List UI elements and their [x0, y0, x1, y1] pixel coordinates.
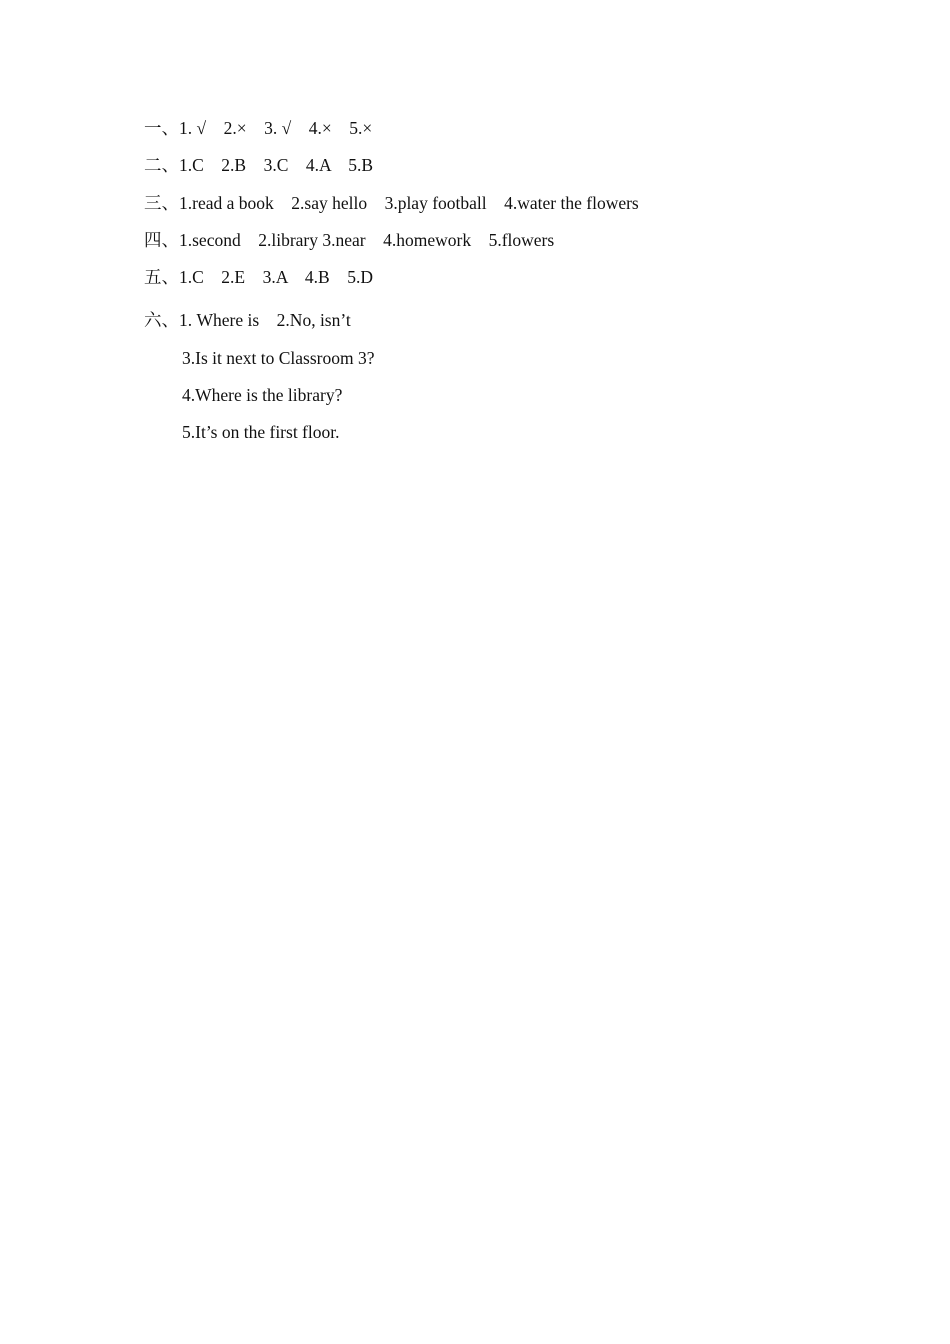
section-1-answers: 一、1. √ 2.× 3. √ 4.× 5.×: [144, 118, 373, 138]
section-6-answers-line-4: 5.It’s on the first floor.: [182, 422, 340, 442]
section-6-answers-line-1: 六、1. Where is 2.No, isn’t: [144, 310, 351, 330]
section-6-answers-line-2: 3.Is it next to Classroom 3?: [182, 348, 375, 368]
section-3-answers: 三、1.read a book 2.say hello 3.play football 4.water the flowers: [144, 193, 639, 213]
section-4-answers: 四、1.second 2.library 3.near 4.homework 5.flowers: [144, 230, 555, 250]
section-2-answers: 二、1.C 2.B 3.C 4.A 5.B: [144, 155, 373, 175]
section-6-answers-line-3: 4.Where is the library?: [182, 385, 343, 405]
section-5-answers: 五、1.C 2.E 3.A 4.B 5.D: [144, 267, 373, 287]
